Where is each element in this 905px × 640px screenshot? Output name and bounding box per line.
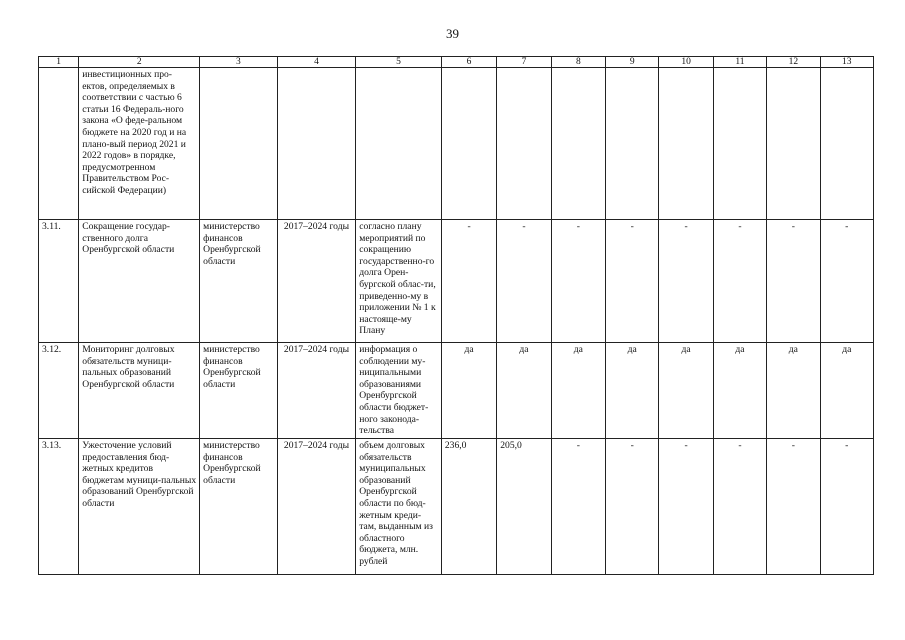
executor-cell: министерство финансов Оренбургской области	[200, 343, 278, 439]
value-cell: -	[659, 220, 713, 343]
column-header: 3	[200, 57, 278, 68]
value-cell: -	[441, 220, 496, 343]
value-cell: -	[551, 439, 605, 575]
column-header: 8	[551, 57, 605, 68]
value-cell	[767, 68, 820, 220]
column-header: 1	[39, 57, 79, 68]
measure-cell: Ужесточение условий предоставления бюд-жетных кредитов бюджетам муници-пальных образований Оренбургской области	[79, 439, 200, 575]
value-cell: -	[606, 220, 659, 343]
column-header: 10	[659, 57, 713, 68]
value-cell: -	[659, 439, 713, 575]
value-cell: 236,0	[441, 439, 496, 575]
indicator-cell	[356, 68, 442, 220]
value-cell: -	[820, 220, 873, 343]
value-cell: -	[820, 439, 873, 575]
value-cell: да	[497, 343, 551, 439]
row-number	[39, 68, 79, 220]
value-cell: -	[551, 220, 605, 343]
row-number: 3.11.	[39, 220, 79, 343]
value-cell: -	[767, 439, 820, 575]
value-cell: да	[820, 343, 873, 439]
period-cell: 2017–2024 годы	[277, 220, 356, 343]
value-cell: да	[659, 343, 713, 439]
measure-cell: Сокращение государ-ственного долга Оренбургской области	[79, 220, 200, 343]
value-cell: да	[713, 343, 766, 439]
column-header: 13	[820, 57, 873, 68]
measure-cell: инвестиционных про-ектов, определяемых в соответствии с частью 6 статьи 16 Федераль-ного закона «О феде-ральном бюджете на 2020 год и на плано-вый период 2021 и 2022 годов» в порядке, предусмотренном Правительством Рос-сийской Федерации)	[79, 68, 200, 220]
value-cell: да	[551, 343, 605, 439]
column-header: 4	[277, 57, 356, 68]
value-cell	[713, 68, 766, 220]
column-header: 11	[713, 57, 766, 68]
value-cell: -	[713, 439, 766, 575]
value-cell: -	[713, 220, 766, 343]
table-row	[39, 68, 874, 220]
value-cell: да	[441, 343, 496, 439]
header-row	[39, 57, 874, 68]
column-header: 6	[441, 57, 496, 68]
value-cell: -	[606, 439, 659, 575]
table-row	[39, 220, 874, 343]
value-cell: да	[767, 343, 820, 439]
executor-cell	[200, 68, 278, 220]
value-cell	[497, 68, 551, 220]
row-number: 3.12.	[39, 343, 79, 439]
value-cell: -	[497, 220, 551, 343]
value-cell	[659, 68, 713, 220]
value-cell: да	[606, 343, 659, 439]
column-header: 9	[606, 57, 659, 68]
indicator-cell: объем долговых обязательств муниципальных образований Оренбургской области по бюд-жетным креди-там, выданным из областного бюджета, млн. рублей	[356, 439, 442, 575]
indicator-cell: согласно плану мероприятий по сокращению государственно-го долга Орен-бургской облас-ти, приведенно-му в приложении № 1 к настояще-му Плану	[356, 220, 442, 343]
measure-cell: Мониторинг долговых обязательств муници-пальных образований Оренбургской области	[79, 343, 200, 439]
table-row	[39, 439, 874, 575]
value-cell	[606, 68, 659, 220]
row-number: 3.13.	[39, 439, 79, 575]
value-cell	[820, 68, 873, 220]
column-header: 5	[356, 57, 442, 68]
column-header: 7	[497, 57, 551, 68]
executor-cell: министерство финансов Оренбургской области	[200, 220, 278, 343]
column-header: 12	[767, 57, 820, 68]
column-header: 2	[79, 57, 200, 68]
value-cell	[441, 68, 496, 220]
page-number: 39	[446, 26, 459, 41]
value-cell: 205,0	[497, 439, 551, 575]
period-cell: 2017–2024 годы	[277, 439, 356, 575]
period-cell	[277, 68, 356, 220]
value-cell: -	[767, 220, 820, 343]
plan-table	[38, 56, 874, 575]
period-cell: 2017–2024 годы	[277, 343, 356, 439]
indicator-cell: информация о соблюдении му-ниципальными образованиями Оренбургской области бюджет-ного законода-тельства	[356, 343, 442, 439]
table-row	[39, 343, 874, 439]
executor-cell: министерство финансов Оренбургской области	[200, 439, 278, 575]
value-cell	[551, 68, 605, 220]
